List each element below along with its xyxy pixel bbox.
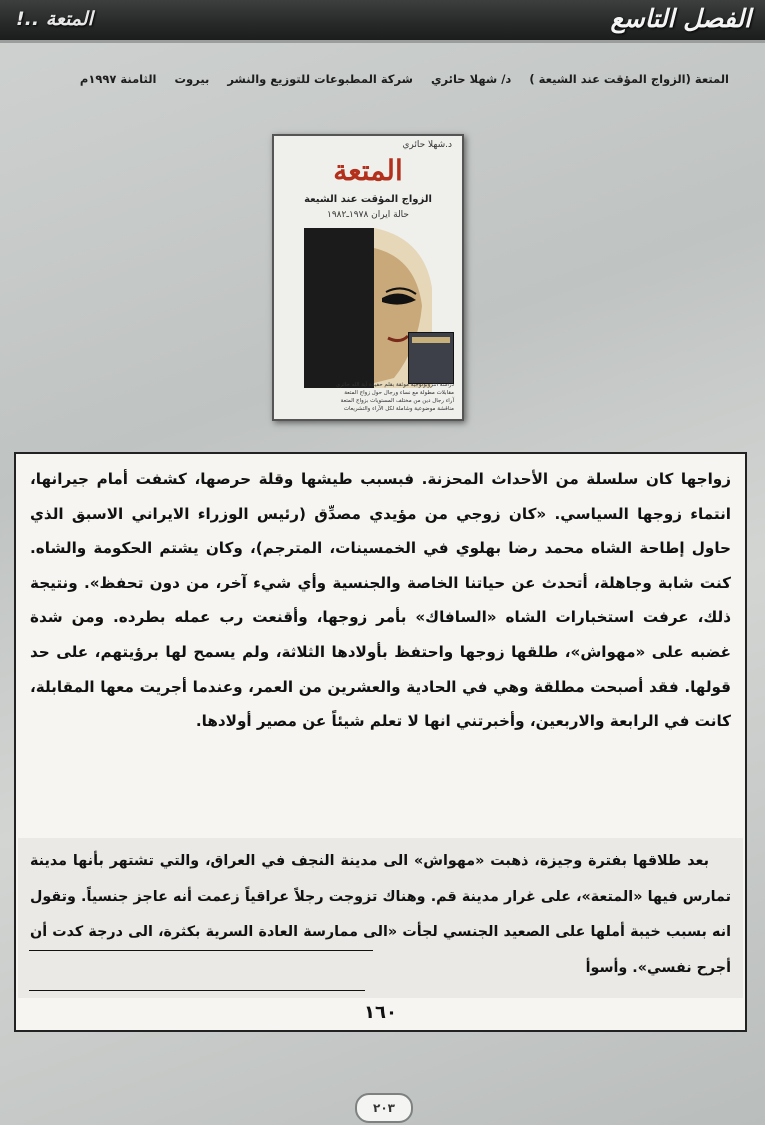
header-bar (0, 0, 765, 43)
excerpt-paragraph-2 (30, 844, 731, 986)
page-number: ١٦٠ (364, 1002, 397, 1023)
book-cover-image (272, 134, 464, 421)
cover-inset-book (408, 332, 454, 384)
biblio-city: بيروت (174, 72, 210, 86)
highlight-underline (29, 990, 365, 991)
excerpt-text-box (14, 452, 747, 1032)
cover-title: المتعة (333, 154, 403, 187)
biblio-edition: الثامنة ١٩٩٧م (79, 72, 157, 86)
biblio-title: المتعة (الزواج المؤقت عند الشيعة ) (529, 72, 729, 86)
highlight-underline (29, 950, 373, 951)
cover-note: دراسة انثروبولوجية موثقة بقلم حفيدة آية الله حائري (335, 382, 454, 388)
cover-note: مقابلات مطولة مع نساء ورجال حول زواج المتعة (344, 390, 454, 396)
sheet-number-badge: ٢٠٣ (355, 1093, 413, 1123)
cover-author: د.شهلا حائري (402, 140, 452, 150)
chapter-title: الفصل التاسع (610, 4, 751, 33)
cover-subtitle: الزواج المؤقت عند الشيعة (304, 194, 432, 205)
excerpt-paragraph-2-text: بعد طلاقها بفترة وجيزة، ذهبت «مهواش» الى مدينة النجف في العراق، والتي تشتهر بأنها مدينة تمارس فيها «المتعة»، على غرار مدينة قم. وهناك تزوجت رجلاً عراقياً زعمت أنه عاجز جنسياً. وتقول انه بسبب خيبة أملها على الصعيد الجنسي لجأت «الى ممارسة العادة السرية بكثرة، الى درجة كدت أن أجرح نفسي». وأسوأ (30, 853, 731, 976)
biblio-publisher: شركة المطبوعات للتوزيع والنشر (227, 72, 413, 86)
cover-note: مناقشة موضوعية وشاملة لكل الآراء والتشريعات (343, 406, 454, 412)
cover-note: آراء رجال دين من مختلف المستويات بزواج المتعة (340, 398, 454, 404)
cover-dates: حالة ايران ١٩٧٨ـ١٩٨٢ (326, 210, 409, 220)
bibliography-line (20, 72, 729, 98)
cover-notes (282, 381, 454, 413)
excerpt-paragraph-1: زواجها كان سلسلة من الأحداث المحزنة. فبسبب طيشها وقلة حرصها، كشفت أمام جيرانها، انتماء زوجها السياسي. «كان زوجي من مؤيدي مصدِّق (رئيس الوزراء الايراني الاسبق الذي حاول إطاحة الشاه محمد رضا بهلوي في الخمسينات، المترجم)، وكان يشتم الحكومة والشاه. كنت شابة وجاهلة، أتحدث عن حياتنا الخاصة والجنسية وأي شيء آخر، من دون تحفظ». ونتيجة ذلك، عرفت استخبارات الشاه «السافاك» بأمر زوجها، وأقنعت رب عمله بطرده. ومن شدة غضبه على «مهواش»، طلقها زوجها واحتفظ بأولادها الثلاثة، ولم يسمح لها برؤيتهم، على حد قولها. فقد أصبحت مطلقة وهي في الحادية والعشرين من العمر، وعندما أجريت معها المقابلة، كانت في الرابعة والاربعين، وأخبرتني انها لا تعلم شيئاً عن مصير أولادها. (30, 470, 731, 731)
biblio-author: د/ شهلا حائري (430, 72, 512, 86)
book-title: المتعة ..! (16, 8, 93, 30)
